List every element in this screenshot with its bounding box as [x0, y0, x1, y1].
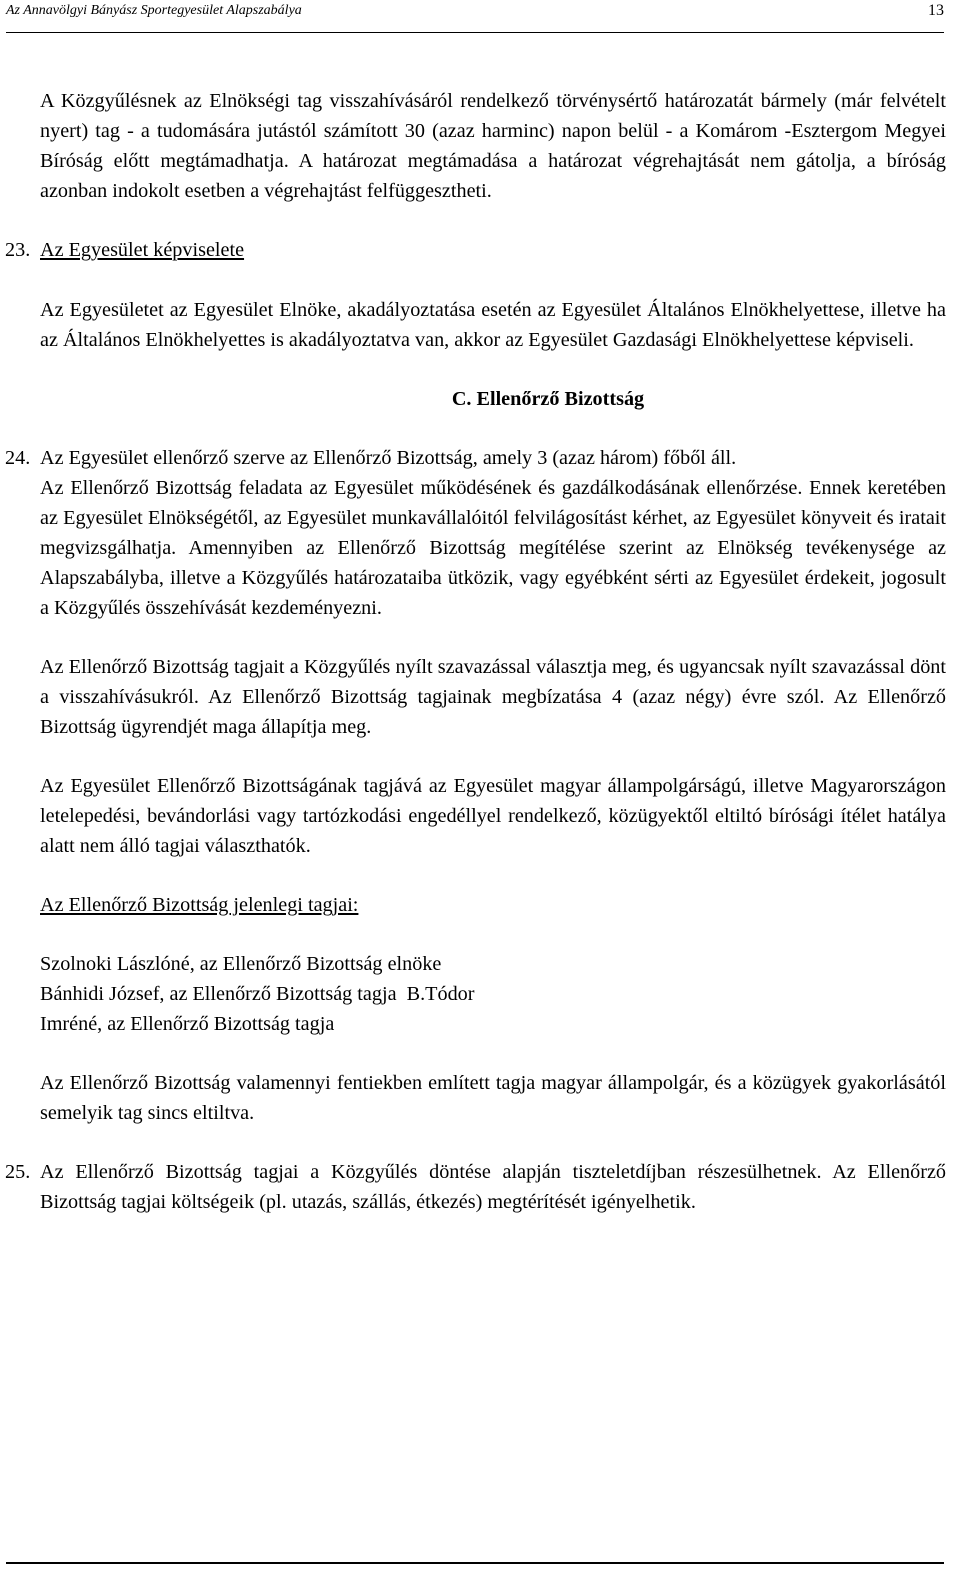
section-25-text: Az Ellenőrző Bizottság tagjai a Közgyűlés döntése alapján tiszteletdíjban részesülhetnek. Az Ellenőrző Bizottság tagjai költségeik (pl. utazás, szállás, étkezés) megtérítését igényelhetik.: [40, 1161, 946, 1213]
page-header: [6, 2, 944, 33]
section-title: Az Egyesület képviselete: [40, 239, 245, 261]
section-number: 25.: [5, 1161, 31, 1183]
member-line: Bánhidi József, az Ellenőrző Bizottság tagja B.Tódor: [40, 983, 475, 1005]
paragraph-representation: Az Egyesületet az Egyesület Elnöke, akadályoztatása esetén az Egyesület Általános Elnökhelyettese, illetve ha az Általános Elnökhelyettes is akadályoztatva van, akkor az Egyesület Gazdasági Elnökhelyettese képviseli.: [40, 299, 946, 351]
footer-rule: [6, 1562, 944, 1564]
section-number: 24.: [5, 447, 31, 469]
member-line: Szolnoki Lászlóné, az Ellenőrző Bizottság elnöke: [40, 953, 442, 975]
members-heading: Az Ellenőrző Bizottság jelenlegi tagjai:: [40, 894, 359, 916]
section-24-text: Az Egyesület ellenőrző szerve az Ellenőrző Bizottság, amely 3 (azaz három) főből áll.: [40, 447, 737, 469]
paragraph-citizenship: Az Ellenőrző Bizottság valamennyi fentiekben említett tagja magyar állampolgár, és a közügyek gyakorlásától semelyik tag sincs eltiltva.: [40, 1072, 946, 1124]
document-body: [5, 86, 946, 1217]
paragraph-appeal: A Közgyűlésnek az Elnökségi tag visszahívásáról rendelkező törvénysértő határozatát bármely (már felvételt nyert) tag - a tudomására jutástól számított 30 (azaz harminc) napon belül - a Komárom -Esztergom Megyei Bíróság előtt megtámadhatja. A határozat megtámadása a határozat végrehajtását nem gátolja, a bíróság azonban indokolt esetben a végrehajtást felfüggesztheti.: [40, 90, 946, 202]
member-line: Imréné, az Ellenőrző Bizottság tagja: [40, 1013, 335, 1035]
page-number: 13: [928, 2, 944, 19]
section-number: 23.: [5, 239, 31, 261]
paragraph-eligibility: Az Egyesület Ellenőrző Bizottságának tagjává az Egyesület magyar állampolgárságú, illetve Magyarországon letelepedési, bevándorlási vagy tartózkodási engedéllyel rendelkező, közügyektől eltiltó bírósági ítélet hatálya alatt nem álló tagjai választhatók.: [40, 775, 946, 857]
section-24: [5, 443, 946, 473]
section-23-heading: [5, 235, 946, 265]
section-25: [5, 1157, 946, 1217]
paragraph-supervisory-duties: Az Ellenőrző Bizottság feladata az Egyesület működésének és gazdálkodásának ellenőrzése. Ennek keretében az Egyesület Elnökségétől, az Egyesület munkavállalóitól felvilágosítást kérhet, az Egyesület könyveit és iratait megvizsgálhatja. Amennyiben az Ellenőrző Bizottság megítélése szerint az Elnökség tevékenysége az Alapszabályba, illetve a Közgyűlés határozataiba ütközik, vagy egyébként sérti az Egyesület érdekeit, jogosult a Közgyűlés összehívását kezdeményezni.: [40, 477, 946, 619]
paragraph-election: Az Ellenőrző Bizottság tagjait a Közgyűlés nyílt szavazással választja meg, és ugyancsak nyílt szavazással dönt a visszahívásukról. Az Ellenőrző Bizottság tagjainak megbízatása 4 (azaz négy) évre szól. Az Ellenőrző Bizottság ügyrendjét maga állapítja meg.: [40, 656, 946, 738]
document-title: Az Annavölgyi Bányász Sportegyesület Alapszabálya: [6, 3, 302, 18]
chapter-heading: C. Ellenőrző Bizottság: [451, 388, 645, 410]
